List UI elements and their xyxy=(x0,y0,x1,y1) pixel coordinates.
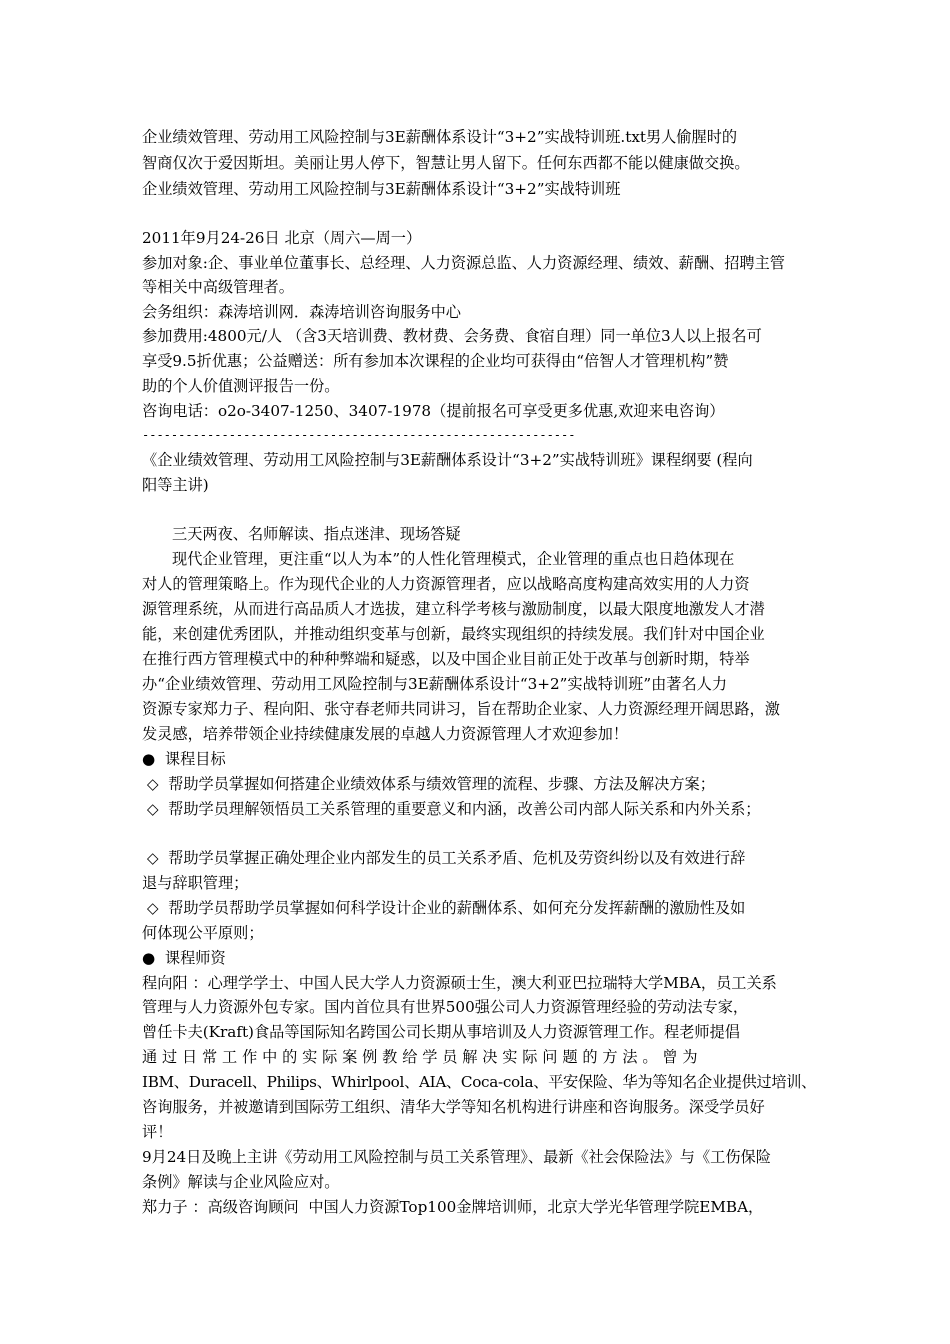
goal-item-4-line-2: 何体现公平原则； xyxy=(142,924,264,942)
instructor-1-line-1: 程向阳 ：心理学学士、中国人民大学人力资源硕士生，澳大利亚巴拉瑞特大学MBA，员工关系 xyxy=(142,974,777,992)
participants-line-2: 等相关中高级管理者。 xyxy=(142,278,294,296)
section-heading-instructors: ● 课程师资 xyxy=(142,949,226,967)
contact-line: 咨询电话：o2o-3407-1250、3407-1978（提前报名可享受更多优惠,欢迎来电咨询） xyxy=(142,402,725,420)
description-line-5: 在推行西方管理模式中的种种弊端和疑惑，以及中国企业目前正处于改革与创新时期，特举 xyxy=(142,650,750,668)
instructor-1-line-7: 评！ xyxy=(142,1123,173,1141)
fee-line-1: 参加费用:4800元/人 （含3天培训费、教材费、会务费、食宿自理）同一单位3人以上报名可 xyxy=(142,327,762,345)
course-title-line: 企业绩效管理、劳动用工风险控制与3E薪酬体系设计“3+2”实战特训班 xyxy=(142,180,621,198)
instructor-1-line-3: 曾任卡夫(Kraft)食品等国际知名跨国公司长期从事培训及人力资源管理工作。程老师提倡 xyxy=(142,1023,740,1041)
syllabus-title-line-2: 阳等主讲) xyxy=(142,476,209,494)
description-line-8: 发灵感，培养带领企业持续健康发展的卓越人力资源管理人才欢迎参加！ xyxy=(142,725,628,743)
fee-line-2: 享受9.5折优惠；公益赠送：所有参加本次课程的企业均可获得由“倍智人才管理机构”赞 xyxy=(142,352,729,370)
intro-line-1: 企业绩效管理、劳动用工风险控制与3E薪酬体系设计“3+2”实战特训班.txt男人偷腥时的 xyxy=(142,128,738,146)
description-line-3: 源管理系统，从而进行高品质人才选拔，建立科学考核与激励制度，以最大限度地激发人才潜 xyxy=(142,600,765,618)
instructor-1-line-4: 通 过 日 常 工 作 中 的 实 际 案 例 教 给 学 员 解 决 实 际 问 题 的 方 法 。 曾 为 xyxy=(142,1048,698,1066)
goal-item-3-line-1: ◇ 帮助学员掌握正确处理企业内部发生的员工关系矛盾、危机及劳资纠纷以及有效进行辞 xyxy=(142,849,746,867)
section-heading-goals: ● 课程目标 xyxy=(142,750,226,768)
description-line-6: 办“企业绩效管理、劳动用工风险控制与3E薪酬体系设计“3+2”实战特训班”由著名人力 xyxy=(142,675,728,693)
instructor-1-line-2: 管理与人力资源外包专家。国内首位具有世界500强公司人力资源管理经验的劳动法专家， xyxy=(142,998,749,1016)
highlights-line: 三天两夜、名师解读、指点迷津、现场答疑 xyxy=(172,525,461,543)
instructor-1-line-6: 咨询服务，并被邀请到国际劳工组织、清华大学等知名机构进行讲座和咨询服务。深受学员好 xyxy=(142,1098,765,1116)
goal-item-4-line-1: ◇ 帮助学员帮助学员掌握如何科学设计企业的薪酬体系、如何充分发挥薪酬的激励性及如 xyxy=(142,899,746,917)
description-line-4: 能，来创建优秀团队，并推动组织变革与创新，最终实现组织的持续发展。我们针对中国企业 xyxy=(142,625,765,643)
instructor-1-line-5: IBM、Duracell、Philips、Whirlpool、AIA、Coca-cola、平安保险、华为等知名企业提供过培训、 xyxy=(142,1073,817,1091)
separator-line: ------------------------------------------------------------ xyxy=(142,428,576,442)
description-line-1: 现代企业管理，更注重“以人为本”的人性化管理模式，企业管理的重点也日趋体现在 xyxy=(172,550,735,568)
description-line-7: 资源专家郑力子、程向阳、张守春老师共同讲习，旨在帮助企业家、人力资源经理开阔思路，激 xyxy=(142,700,780,718)
date-location-line: 2011年9月24-26日 北京（周六—周一） xyxy=(142,229,422,247)
organizer-line: 会务组织：森涛培训网．森涛培训咨询服务中心 xyxy=(142,303,461,321)
schedule-line-1: 9月24日及晚上主讲《劳动用工风险控制与员工关系管理》、最新《社会保险法》与《工伤保险 xyxy=(142,1148,771,1166)
intro-line-2: 智商仅次于爱因斯坦。美丽让男人停下，智慧让男人留下。任何东西都不能以健康做交换。 xyxy=(142,154,750,172)
goal-item-2: ◇ 帮助学员理解领悟员工关系管理的重要意义和内涵，改善公司内部人际关系和内外关系； xyxy=(142,800,761,818)
goal-item-3-line-2: 退与辞职管理； xyxy=(142,874,249,892)
schedule-line-2: 条例》解读与企业风险应对。 xyxy=(142,1173,340,1191)
goal-item-1: ◇ 帮助学员掌握如何搭建企业绩效体系与绩效管理的流程、步骤、方法及解决方案； xyxy=(142,775,715,793)
participants-line-1: 参加对象:企、事业单位董事长、总经理、人力资源总监、人力资源经理、绩效、薪酬、招聘主管 xyxy=(142,254,785,272)
instructor-2-line-1: 郑力子 ：高级咨询顾问 中国人力资源Top100金牌培训师，北京大学光华管理学院EMBA， xyxy=(142,1198,764,1216)
fee-line-3: 助的个人价值测评报告一份。 xyxy=(142,377,340,395)
syllabus-title-line-1: 《企业绩效管理、劳动用工风险控制与3E薪酬体系设计“3+2”实战特训班》课程纲要 (程向 xyxy=(142,451,753,469)
description-line-2: 对人的管理策略上。作为现代企业的人力资源管理者，应以战略高度构建高效实用的人力资 xyxy=(142,575,750,593)
